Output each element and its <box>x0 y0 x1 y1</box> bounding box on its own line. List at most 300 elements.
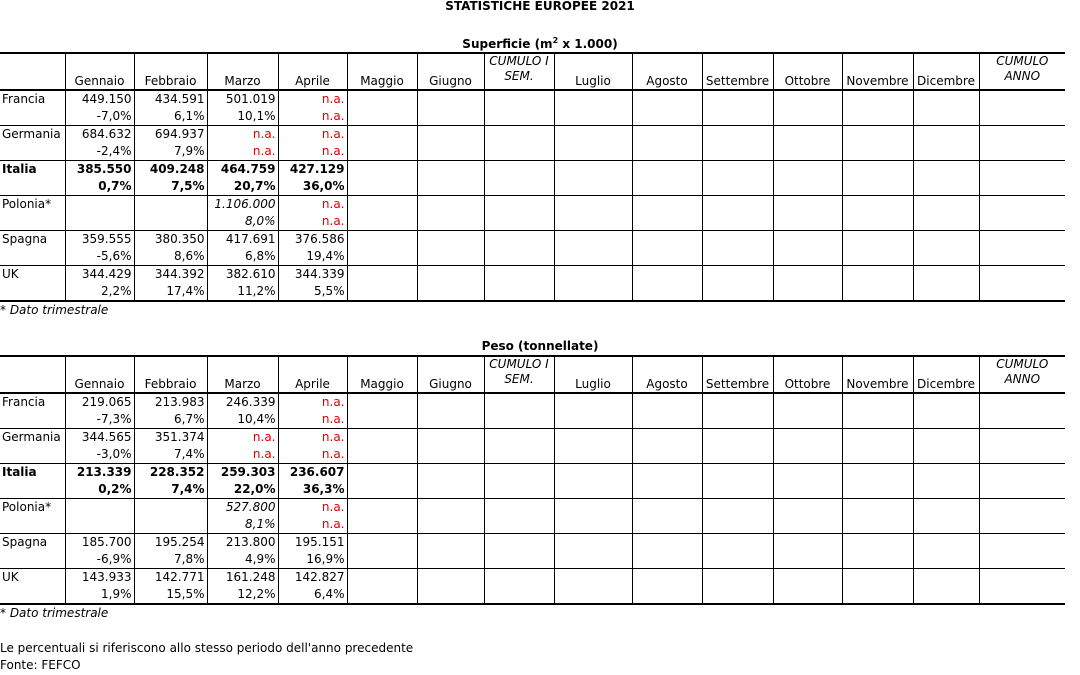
empty-cell <box>702 178 773 196</box>
empty-cell <box>632 108 702 126</box>
empty-cell <box>417 248 484 266</box>
percent-row <box>0 108 1065 126</box>
value-cell: 385.550 <box>65 161 134 179</box>
empty-cell <box>979 161 1065 179</box>
empty-cell <box>702 464 773 482</box>
empty-cell <box>347 481 417 499</box>
value-row <box>0 90 1065 108</box>
empty-cell <box>484 283 554 301</box>
empty-cell <box>773 446 842 464</box>
value-cell: 213.983 <box>134 393 207 411</box>
empty-cell <box>702 534 773 552</box>
empty-cell <box>773 248 842 266</box>
percent-cell: n.a. <box>278 213 347 231</box>
empty-cell <box>554 534 632 552</box>
empty-cell <box>773 516 842 534</box>
percent-cell: 12,2% <box>207 586 278 604</box>
empty-cell <box>979 551 1065 569</box>
percent-cell: 17,4% <box>134 283 207 301</box>
empty-cell <box>417 196 484 214</box>
value-row <box>0 231 1065 249</box>
value-row <box>0 499 1065 517</box>
column-header: CUMULO I SEM. <box>484 53 554 90</box>
empty-cell <box>347 213 417 231</box>
empty-cell <box>913 429 979 447</box>
empty-cell <box>484 411 554 429</box>
empty-cell <box>484 161 554 179</box>
empty-cell <box>417 266 484 284</box>
header-row <box>0 53 1065 90</box>
value-row <box>0 569 1065 587</box>
value-cell: 464.759 <box>207 161 278 179</box>
empty-cell <box>702 481 773 499</box>
value-cell: 380.350 <box>134 231 207 249</box>
percent-cell: -6,9% <box>65 551 134 569</box>
value-cell: 344.392 <box>134 266 207 284</box>
empty-cell <box>632 393 702 411</box>
column-header: Aprile <box>278 356 347 393</box>
empty-cell <box>632 213 702 231</box>
empty-cell <box>702 231 773 249</box>
empty-cell <box>484 248 554 266</box>
value-cell: 213.339 <box>65 464 134 482</box>
country-name: UK <box>0 266 65 284</box>
empty-cell <box>702 516 773 534</box>
value-cell: 259.303 <box>207 464 278 482</box>
empty-cell <box>554 90 632 108</box>
empty-cell <box>913 213 979 231</box>
percent-cell: n.a. <box>207 446 278 464</box>
empty-cell <box>484 266 554 284</box>
value-cell: 1.106.000 <box>207 196 278 214</box>
empty-cell <box>842 446 913 464</box>
column-header: Gennaio <box>65 356 134 393</box>
value-row <box>0 161 1065 179</box>
empty-cell <box>554 161 632 179</box>
percent-cell: -2,4% <box>65 143 134 161</box>
empty-cell <box>842 534 913 552</box>
empty-cell <box>979 481 1065 499</box>
percent-cell: n.a. <box>278 516 347 534</box>
superficie-table <box>0 52 1065 302</box>
empty-cell <box>347 534 417 552</box>
empty-cell <box>842 429 913 447</box>
empty-cell <box>554 231 632 249</box>
empty-cell <box>842 143 913 161</box>
empty-cell <box>417 143 484 161</box>
percent-cell: n.a. <box>278 108 347 126</box>
percent-cell: 16,9% <box>278 551 347 569</box>
empty-cell <box>417 516 484 534</box>
value-cell: 427.129 <box>278 161 347 179</box>
value-cell: n.a. <box>278 126 347 144</box>
column-header: Febbraio <box>134 356 207 393</box>
empty-cell <box>554 393 632 411</box>
empty-cell <box>702 569 773 587</box>
empty-cell <box>417 126 484 144</box>
empty-cell <box>979 178 1065 196</box>
empty-cell <box>554 551 632 569</box>
empty-cell <box>773 534 842 552</box>
country-name: Spagna <box>0 231 65 249</box>
empty-cell <box>702 393 773 411</box>
footer-note: Le percentuali si riferiscono allo stesso periodo dell'anno precedente <box>0 641 414 655</box>
empty-cell <box>842 126 913 144</box>
empty-cell <box>773 178 842 196</box>
empty-cell <box>554 411 632 429</box>
empty-cell <box>913 266 979 284</box>
percent-row <box>0 283 1065 301</box>
empty-cell <box>417 429 484 447</box>
empty-cell <box>484 196 554 214</box>
column-header <box>0 53 65 90</box>
percent-cell: 6,8% <box>207 248 278 266</box>
empty-cell <box>979 266 1065 284</box>
country-name: Germania <box>0 126 65 144</box>
empty-cell <box>554 464 632 482</box>
column-header: Settembre <box>702 356 773 393</box>
empty-cell <box>842 551 913 569</box>
value-cell: 359.555 <box>65 231 134 249</box>
value-cell: 161.248 <box>207 569 278 587</box>
column-header: Febbraio <box>134 53 207 90</box>
column-header: Giugno <box>417 53 484 90</box>
empty-cell <box>913 393 979 411</box>
percent-cell: -5,6% <box>65 248 134 266</box>
country-name: Francia <box>0 393 65 411</box>
empty-cell <box>632 143 702 161</box>
empty-cell <box>484 213 554 231</box>
empty-cell <box>632 126 702 144</box>
percent-cell: 36,3% <box>278 481 347 499</box>
value-cell: 219.065 <box>65 393 134 411</box>
empty-cell <box>554 108 632 126</box>
value-cell: 246.339 <box>207 393 278 411</box>
empty-cell <box>484 429 554 447</box>
empty-cell <box>773 108 842 126</box>
percent-cell: 0,7% <box>65 178 134 196</box>
value-row <box>0 429 1065 447</box>
empty-cell <box>773 586 842 604</box>
empty-cell <box>842 569 913 587</box>
empty-cell <box>842 196 913 214</box>
empty-cell <box>979 108 1065 126</box>
percent-cell: n.a. <box>278 143 347 161</box>
column-header: Ottobre <box>773 356 842 393</box>
percent-cell: -7,0% <box>65 108 134 126</box>
empty-cell <box>842 393 913 411</box>
empty-cell <box>347 266 417 284</box>
empty-cell <box>347 283 417 301</box>
empty-cell <box>632 446 702 464</box>
empty-cell <box>773 283 842 301</box>
country-name: Polonia* <box>0 196 65 214</box>
percent-cell: 7,8% <box>134 551 207 569</box>
empty-cell <box>632 499 702 517</box>
empty-cell <box>842 464 913 482</box>
empty-cell <box>913 231 979 249</box>
empty-cell <box>417 411 484 429</box>
percent-cell: 0,2% <box>65 481 134 499</box>
percent-cell: 10,1% <box>207 108 278 126</box>
empty-cell <box>417 213 484 231</box>
empty-cell <box>484 90 554 108</box>
percent-cell <box>134 516 207 534</box>
empty-cell <box>979 213 1065 231</box>
percent-row <box>0 178 1065 196</box>
empty-cell <box>913 411 979 429</box>
column-header: Ottobre <box>773 53 842 90</box>
value-cell: 195.254 <box>134 534 207 552</box>
percent-cell: n.a. <box>278 446 347 464</box>
country-name: Polonia* <box>0 499 65 517</box>
empty-cell <box>347 231 417 249</box>
percent-row <box>0 411 1065 429</box>
empty-cell <box>417 551 484 569</box>
empty-cell <box>554 266 632 284</box>
value-cell: n.a. <box>278 196 347 214</box>
empty-cell <box>347 429 417 447</box>
percent-cell: 22,0% <box>207 481 278 499</box>
column-header: Luglio <box>554 53 632 90</box>
percent-cell: 5,5% <box>278 283 347 301</box>
percent-row <box>0 516 1065 534</box>
empty-cell <box>702 143 773 161</box>
column-header: Luglio <box>554 356 632 393</box>
empty-cell <box>632 411 702 429</box>
value-row <box>0 266 1065 284</box>
percent-row <box>0 551 1065 569</box>
empty-cell <box>347 516 417 534</box>
empty-cell <box>417 178 484 196</box>
empty-cell <box>702 499 773 517</box>
column-header: Agosto <box>632 53 702 90</box>
value-cell: 527.800 <box>207 499 278 517</box>
empty-cell <box>773 143 842 161</box>
column-header: Marzo <box>207 356 278 393</box>
percent-cell: 7,4% <box>134 446 207 464</box>
column-header: Gennaio <box>65 53 134 90</box>
empty-cell <box>632 178 702 196</box>
peso-title: Peso (tonnellate) <box>481 339 599 353</box>
value-cell: 684.632 <box>65 126 134 144</box>
value-cell <box>134 499 207 517</box>
country-name: Italia <box>0 161 65 179</box>
percent-cell: 10,4% <box>207 411 278 429</box>
empty-cell <box>632 569 702 587</box>
empty-cell <box>632 90 702 108</box>
empty-cell <box>979 429 1065 447</box>
empty-cell <box>554 446 632 464</box>
empty-cell <box>979 569 1065 587</box>
empty-cell <box>773 213 842 231</box>
empty-cell <box>773 393 842 411</box>
empty-cell <box>554 178 632 196</box>
empty-cell <box>632 248 702 266</box>
value-cell <box>134 196 207 214</box>
empty-cell <box>913 196 979 214</box>
empty-cell <box>842 90 913 108</box>
empty-cell <box>347 90 417 108</box>
empty-cell <box>979 516 1065 534</box>
superficie-title-pre: Superficie (m <box>462 37 553 51</box>
column-header: Marzo <box>207 53 278 90</box>
empty-cell <box>347 108 417 126</box>
empty-cell <box>702 266 773 284</box>
percent-cell: n.a. <box>278 411 347 429</box>
percent-cell: 8,6% <box>134 248 207 266</box>
empty-cell <box>347 143 417 161</box>
empty-cell <box>773 126 842 144</box>
empty-cell <box>484 481 554 499</box>
empty-cell <box>632 516 702 534</box>
value-cell <box>65 499 134 517</box>
empty-cell <box>484 586 554 604</box>
empty-cell <box>773 231 842 249</box>
value-cell: 409.248 <box>134 161 207 179</box>
empty-cell <box>347 196 417 214</box>
percent-cell: 15,5% <box>134 586 207 604</box>
empty-cell <box>417 499 484 517</box>
column-header: CUMULO ANNO <box>979 356 1065 393</box>
empty-cell <box>554 143 632 161</box>
percent-cell <box>134 213 207 231</box>
value-cell: 382.610 <box>207 266 278 284</box>
percent-cell: 2,2% <box>65 283 134 301</box>
empty-cell <box>632 586 702 604</box>
empty-cell <box>979 464 1065 482</box>
empty-cell <box>979 90 1065 108</box>
value-cell: 376.586 <box>278 231 347 249</box>
percent-cell <box>65 516 134 534</box>
empty-cell <box>347 499 417 517</box>
empty-cell <box>702 126 773 144</box>
empty-cell <box>979 499 1065 517</box>
value-cell: 694.937 <box>134 126 207 144</box>
empty-cell <box>702 213 773 231</box>
empty-cell <box>913 283 979 301</box>
empty-cell <box>773 196 842 214</box>
empty-cell <box>632 196 702 214</box>
percent-row <box>0 143 1065 161</box>
empty-cell <box>417 108 484 126</box>
country-name: Francia <box>0 90 65 108</box>
empty-cell <box>842 178 913 196</box>
percent-row <box>0 248 1065 266</box>
empty-cell <box>554 196 632 214</box>
empty-cell <box>773 429 842 447</box>
empty-cell <box>913 108 979 126</box>
superficie-note: * Dato trimestrale <box>0 303 109 317</box>
empty-cell <box>702 108 773 126</box>
page-title: STATISTICHE EUROPEE 2021 <box>445 0 635 13</box>
percent-cell: -3,0% <box>65 446 134 464</box>
empty-cell <box>484 499 554 517</box>
empty-cell <box>842 481 913 499</box>
empty-cell <box>417 464 484 482</box>
column-header: Novembre <box>842 356 913 393</box>
empty-cell <box>347 178 417 196</box>
empty-cell <box>632 534 702 552</box>
percent-cell <box>65 213 134 231</box>
empty-cell <box>913 586 979 604</box>
empty-cell <box>484 231 554 249</box>
empty-cell <box>347 569 417 587</box>
percent-cell: 6,1% <box>134 108 207 126</box>
value-cell: n.a. <box>278 90 347 108</box>
header-row <box>0 356 1065 393</box>
superficie-title <box>0 37 1080 51</box>
empty-cell <box>979 534 1065 552</box>
peso-note: * Dato trimestrale <box>0 606 109 620</box>
column-header: Novembre <box>842 53 913 90</box>
country-name: Italia <box>0 464 65 482</box>
empty-cell <box>484 126 554 144</box>
percent-cell: 7,9% <box>134 143 207 161</box>
empty-cell <box>979 248 1065 266</box>
empty-cell <box>702 429 773 447</box>
percent-cell: 7,4% <box>134 481 207 499</box>
column-header: Agosto <box>632 356 702 393</box>
empty-cell <box>632 481 702 499</box>
empty-cell <box>417 231 484 249</box>
empty-cell <box>773 90 842 108</box>
empty-cell <box>913 464 979 482</box>
column-header: Dicembre <box>913 53 979 90</box>
empty-cell <box>632 283 702 301</box>
value-cell: 142.771 <box>134 569 207 587</box>
value-cell: 501.019 <box>207 90 278 108</box>
empty-cell <box>347 393 417 411</box>
value-row <box>0 196 1065 214</box>
empty-cell <box>417 569 484 587</box>
percent-cell: 8,0% <box>207 213 278 231</box>
value-cell: 449.150 <box>65 90 134 108</box>
percent-cell: 8,1% <box>207 516 278 534</box>
percent-cell: 11,2% <box>207 283 278 301</box>
empty-cell <box>913 551 979 569</box>
empty-cell <box>347 464 417 482</box>
empty-cell <box>417 534 484 552</box>
percent-cell: 6,4% <box>278 586 347 604</box>
empty-cell <box>484 393 554 411</box>
empty-cell <box>979 586 1065 604</box>
empty-cell <box>632 429 702 447</box>
percent-row <box>0 213 1065 231</box>
column-header: Maggio <box>347 356 417 393</box>
value-cell: n.a. <box>278 499 347 517</box>
superficie-title-post: x 1.000) <box>558 37 618 51</box>
empty-cell <box>554 516 632 534</box>
empty-cell <box>979 196 1065 214</box>
value-cell: n.a. <box>207 126 278 144</box>
empty-cell <box>702 196 773 214</box>
country-name: Spagna <box>0 534 65 552</box>
empty-cell <box>913 248 979 266</box>
empty-cell <box>842 161 913 179</box>
footer-source: Fonte: FEFCO <box>0 658 81 672</box>
empty-cell <box>979 393 1065 411</box>
empty-cell <box>979 231 1065 249</box>
value-cell: n.a. <box>278 393 347 411</box>
empty-cell <box>913 90 979 108</box>
empty-cell <box>632 161 702 179</box>
column-header: Settembre <box>702 53 773 90</box>
empty-cell <box>773 464 842 482</box>
empty-cell <box>702 283 773 301</box>
empty-cell <box>554 481 632 499</box>
empty-cell <box>484 516 554 534</box>
